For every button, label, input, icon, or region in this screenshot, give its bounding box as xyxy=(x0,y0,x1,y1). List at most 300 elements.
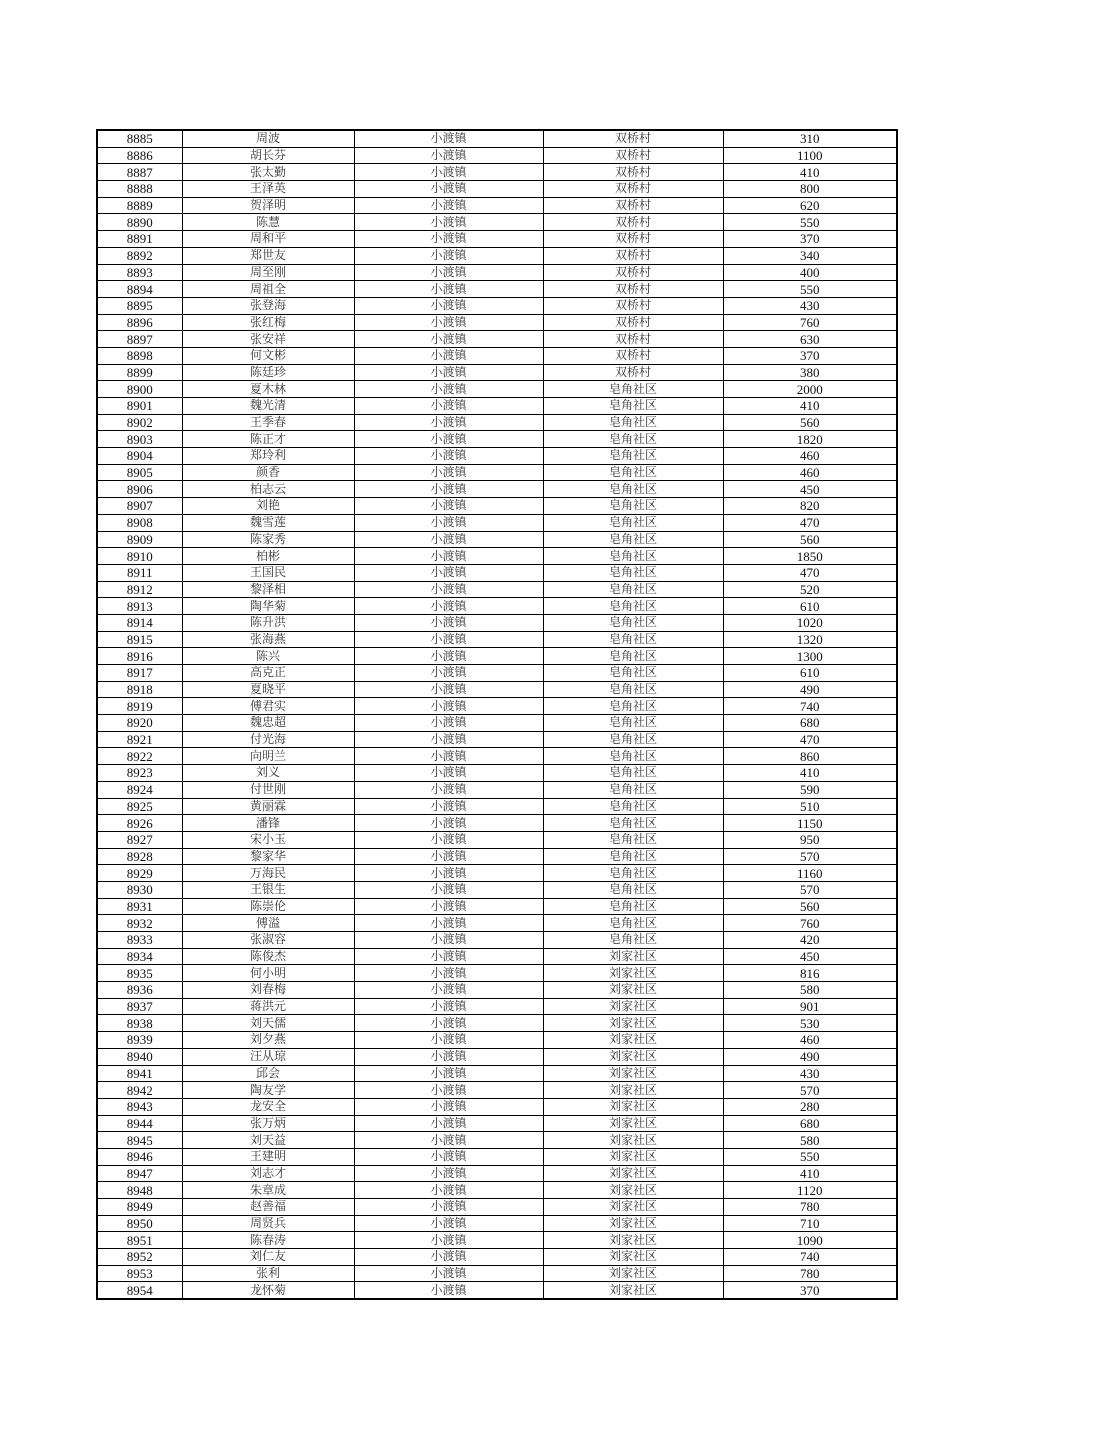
cell-village: 双桥村 xyxy=(543,197,723,214)
cell-town: 小渡镇 xyxy=(354,1282,543,1299)
cell-amount: 620 xyxy=(723,197,897,214)
cell-name: 刘仁友 xyxy=(182,1249,354,1266)
cell-town: 小渡镇 xyxy=(354,798,543,815)
cell-id: 8942 xyxy=(97,1082,182,1099)
table-row xyxy=(97,431,897,448)
cell-id: 8939 xyxy=(97,1032,182,1049)
table-body xyxy=(97,130,897,1299)
cell-amount: 310 xyxy=(723,130,897,147)
cell-amount: 530 xyxy=(723,1015,897,1032)
cell-amount: 760 xyxy=(723,314,897,331)
cell-id: 8917 xyxy=(97,665,182,682)
cell-name: 王季春 xyxy=(182,414,354,431)
cell-name: 陶华菊 xyxy=(182,598,354,615)
cell-name: 陈崇伦 xyxy=(182,898,354,915)
cell-name: 刘义 xyxy=(182,765,354,782)
cell-village: 皂角社区 xyxy=(543,748,723,765)
cell-village: 皂角社区 xyxy=(543,798,723,815)
cell-village: 双桥村 xyxy=(543,281,723,298)
cell-id: 8908 xyxy=(97,514,182,531)
table-row xyxy=(97,1082,897,1099)
cell-name: 付世刚 xyxy=(182,781,354,798)
cell-town: 小渡镇 xyxy=(354,381,543,398)
table-row xyxy=(97,681,897,698)
cell-village: 刘家社区 xyxy=(543,1098,723,1115)
table-row xyxy=(97,247,897,264)
cell-amount: 780 xyxy=(723,1265,897,1282)
cell-village: 皂角社区 xyxy=(543,881,723,898)
cell-town: 小渡镇 xyxy=(354,1082,543,1099)
cell-id: 8933 xyxy=(97,932,182,949)
cell-id: 8907 xyxy=(97,498,182,515)
cell-amount: 570 xyxy=(723,881,897,898)
cell-amount: 1300 xyxy=(723,648,897,665)
cell-id: 8897 xyxy=(97,331,182,348)
data-table xyxy=(96,129,898,1300)
cell-id: 8906 xyxy=(97,481,182,498)
cell-amount: 400 xyxy=(723,264,897,281)
table-row xyxy=(97,414,897,431)
cell-village: 刘家社区 xyxy=(543,965,723,982)
cell-amount: 760 xyxy=(723,915,897,932)
cell-village: 刘家社区 xyxy=(543,1148,723,1165)
cell-id: 8898 xyxy=(97,347,182,364)
cell-id: 8928 xyxy=(97,848,182,865)
cell-amount: 816 xyxy=(723,965,897,982)
cell-village: 皂角社区 xyxy=(543,481,723,498)
cell-amount: 560 xyxy=(723,414,897,431)
cell-name: 胡长芬 xyxy=(182,147,354,164)
table-row xyxy=(97,648,897,665)
cell-town: 小渡镇 xyxy=(354,932,543,949)
cell-name: 陈兴 xyxy=(182,648,354,665)
cell-amount: 1020 xyxy=(723,614,897,631)
cell-town: 小渡镇 xyxy=(354,514,543,531)
cell-village: 双桥村 xyxy=(543,247,723,264)
cell-id: 8923 xyxy=(97,765,182,782)
cell-amount: 370 xyxy=(723,1282,897,1299)
cell-village: 双桥村 xyxy=(543,297,723,314)
cell-name: 颜香 xyxy=(182,464,354,481)
cell-town: 小渡镇 xyxy=(354,398,543,415)
cell-name: 宋小玉 xyxy=(182,831,354,848)
cell-town: 小渡镇 xyxy=(354,164,543,181)
cell-town: 小渡镇 xyxy=(354,414,543,431)
table-row xyxy=(97,464,897,481)
cell-name: 郑玲利 xyxy=(182,448,354,465)
cell-village: 皂角社区 xyxy=(543,765,723,782)
cell-name: 龙安全 xyxy=(182,1098,354,1115)
cell-town: 小渡镇 xyxy=(354,1215,543,1232)
cell-amount: 740 xyxy=(723,1249,897,1266)
table-row xyxy=(97,381,897,398)
cell-town: 小渡镇 xyxy=(354,865,543,882)
cell-id: 8930 xyxy=(97,881,182,898)
cell-name: 傅溢 xyxy=(182,915,354,932)
cell-id: 8890 xyxy=(97,214,182,231)
cell-village: 刘家社区 xyxy=(543,1232,723,1249)
cell-id: 8936 xyxy=(97,982,182,999)
cell-village: 刘家社区 xyxy=(543,1265,723,1282)
cell-amount: 490 xyxy=(723,681,897,698)
cell-village: 双桥村 xyxy=(543,181,723,198)
cell-town: 小渡镇 xyxy=(354,831,543,848)
cell-village: 双桥村 xyxy=(543,231,723,248)
cell-id: 8914 xyxy=(97,614,182,631)
cell-amount: 580 xyxy=(723,1132,897,1149)
cell-amount: 610 xyxy=(723,598,897,615)
table-row xyxy=(97,398,897,415)
cell-village: 皂角社区 xyxy=(543,564,723,581)
cell-village: 皂角社区 xyxy=(543,631,723,648)
table-row xyxy=(97,631,897,648)
table-row xyxy=(97,1215,897,1232)
cell-town: 小渡镇 xyxy=(354,197,543,214)
cell-town: 小渡镇 xyxy=(354,548,543,565)
cell-amount: 380 xyxy=(723,364,897,381)
cell-amount: 410 xyxy=(723,765,897,782)
table-row xyxy=(97,448,897,465)
cell-village: 皂角社区 xyxy=(543,448,723,465)
cell-town: 小渡镇 xyxy=(354,1048,543,1065)
table-row xyxy=(97,498,897,515)
table-row xyxy=(97,531,897,548)
table-row xyxy=(97,831,897,848)
table-row xyxy=(97,898,897,915)
cell-town: 小渡镇 xyxy=(354,498,543,515)
table-row xyxy=(97,147,897,164)
cell-name: 邱会 xyxy=(182,1065,354,1082)
cell-name: 潘锋 xyxy=(182,815,354,832)
cell-id: 8918 xyxy=(97,681,182,698)
table-row xyxy=(97,581,897,598)
cell-amount: 780 xyxy=(723,1199,897,1216)
table-row xyxy=(97,614,897,631)
cell-name: 陈正才 xyxy=(182,431,354,448)
cell-amount: 800 xyxy=(723,181,897,198)
cell-town: 小渡镇 xyxy=(354,247,543,264)
table-row xyxy=(97,1232,897,1249)
cell-town: 小渡镇 xyxy=(354,431,543,448)
cell-id: 8954 xyxy=(97,1282,182,1299)
table-row xyxy=(97,982,897,999)
cell-name: 万海民 xyxy=(182,865,354,882)
cell-village: 皂角社区 xyxy=(543,932,723,949)
cell-amount: 860 xyxy=(723,748,897,765)
table-row xyxy=(97,347,897,364)
table-row xyxy=(97,164,897,181)
cell-name: 张登海 xyxy=(182,297,354,314)
cell-name: 夏木林 xyxy=(182,381,354,398)
cell-village: 刘家社区 xyxy=(543,1115,723,1132)
table-row xyxy=(97,815,897,832)
cell-id: 8904 xyxy=(97,448,182,465)
cell-village: 双桥村 xyxy=(543,314,723,331)
cell-id: 8888 xyxy=(97,181,182,198)
cell-town: 小渡镇 xyxy=(354,781,543,798)
cell-town: 小渡镇 xyxy=(354,564,543,581)
cell-town: 小渡镇 xyxy=(354,314,543,331)
cell-village: 皂角社区 xyxy=(543,514,723,531)
cell-amount: 610 xyxy=(723,665,897,682)
cell-town: 小渡镇 xyxy=(354,631,543,648)
cell-id: 8889 xyxy=(97,197,182,214)
cell-id: 8922 xyxy=(97,748,182,765)
cell-amount: 490 xyxy=(723,1048,897,1065)
cell-name: 龙怀菊 xyxy=(182,1282,354,1299)
cell-village: 皂角社区 xyxy=(543,581,723,598)
cell-id: 8900 xyxy=(97,381,182,398)
cell-amount: 1120 xyxy=(723,1182,897,1199)
cell-amount: 1100 xyxy=(723,147,897,164)
cell-amount: 370 xyxy=(723,231,897,248)
cell-amount: 410 xyxy=(723,398,897,415)
table-row xyxy=(97,1048,897,1065)
cell-id: 8912 xyxy=(97,581,182,598)
cell-town: 小渡镇 xyxy=(354,998,543,1015)
table-row xyxy=(97,364,897,381)
cell-village: 皂角社区 xyxy=(543,698,723,715)
cell-id: 8921 xyxy=(97,731,182,748)
cell-town: 小渡镇 xyxy=(354,481,543,498)
cell-town: 小渡镇 xyxy=(354,181,543,198)
cell-village: 皂角社区 xyxy=(543,614,723,631)
cell-id: 8892 xyxy=(97,247,182,264)
cell-id: 8953 xyxy=(97,1265,182,1282)
cell-name: 黎家华 xyxy=(182,848,354,865)
cell-name: 黎泽相 xyxy=(182,581,354,598)
cell-name: 高克正 xyxy=(182,665,354,682)
table-row xyxy=(97,765,897,782)
cell-amount: 2000 xyxy=(723,381,897,398)
cell-amount: 550 xyxy=(723,214,897,231)
cell-name: 王建明 xyxy=(182,1148,354,1165)
cell-town: 小渡镇 xyxy=(354,1132,543,1149)
cell-town: 小渡镇 xyxy=(354,1015,543,1032)
cell-town: 小渡镇 xyxy=(354,815,543,832)
cell-amount: 1160 xyxy=(723,865,897,882)
cell-name: 陈俊杰 xyxy=(182,948,354,965)
cell-village: 皂角社区 xyxy=(543,848,723,865)
cell-amount: 470 xyxy=(723,731,897,748)
table-row xyxy=(97,748,897,765)
cell-amount: 470 xyxy=(723,514,897,531)
cell-village: 刘家社区 xyxy=(543,1215,723,1232)
cell-id: 8952 xyxy=(97,1249,182,1266)
table-row xyxy=(97,548,897,565)
cell-town: 小渡镇 xyxy=(354,531,543,548)
cell-village: 双桥村 xyxy=(543,214,723,231)
cell-id: 8902 xyxy=(97,414,182,431)
cell-town: 小渡镇 xyxy=(354,681,543,698)
cell-amount: 370 xyxy=(723,347,897,364)
table-row xyxy=(97,1265,897,1282)
cell-name: 张安祥 xyxy=(182,331,354,348)
cell-name: 魏忠超 xyxy=(182,715,354,732)
table-row xyxy=(97,314,897,331)
cell-village: 刘家社区 xyxy=(543,998,723,1015)
cell-town: 小渡镇 xyxy=(354,881,543,898)
cell-name: 何文彬 xyxy=(182,347,354,364)
table-row xyxy=(97,564,897,581)
table-row xyxy=(97,1065,897,1082)
cell-name: 张太勤 xyxy=(182,164,354,181)
cell-id: 8945 xyxy=(97,1132,182,1149)
table-row xyxy=(97,1098,897,1115)
cell-id: 8940 xyxy=(97,1048,182,1065)
cell-village: 刘家社区 xyxy=(543,1182,723,1199)
cell-name: 郑世友 xyxy=(182,247,354,264)
table-row xyxy=(97,915,897,932)
cell-village: 皂角社区 xyxy=(543,648,723,665)
cell-town: 小渡镇 xyxy=(354,1032,543,1049)
cell-amount: 630 xyxy=(723,331,897,348)
cell-village: 皂角社区 xyxy=(543,548,723,565)
table-row xyxy=(97,331,897,348)
cell-amount: 560 xyxy=(723,531,897,548)
cell-town: 小渡镇 xyxy=(354,898,543,915)
cell-amount: 570 xyxy=(723,848,897,865)
cell-town: 小渡镇 xyxy=(354,448,543,465)
cell-id: 8924 xyxy=(97,781,182,798)
cell-id: 8949 xyxy=(97,1199,182,1216)
cell-amount: 450 xyxy=(723,481,897,498)
cell-town: 小渡镇 xyxy=(354,1148,543,1165)
cell-name: 刘志才 xyxy=(182,1165,354,1182)
cell-amount: 550 xyxy=(723,281,897,298)
cell-id: 8944 xyxy=(97,1115,182,1132)
cell-name: 何小明 xyxy=(182,965,354,982)
cell-village: 刘家社区 xyxy=(543,1048,723,1065)
cell-town: 小渡镇 xyxy=(354,581,543,598)
table-row xyxy=(97,1249,897,1266)
cell-amount: 590 xyxy=(723,781,897,798)
cell-amount: 680 xyxy=(723,715,897,732)
cell-town: 小渡镇 xyxy=(354,915,543,932)
cell-village: 双桥村 xyxy=(543,347,723,364)
cell-village: 双桥村 xyxy=(543,264,723,281)
table-row xyxy=(97,932,897,949)
table-row xyxy=(97,1015,897,1032)
table-row xyxy=(97,1032,897,1049)
table-row xyxy=(97,965,897,982)
cell-name: 蒋洪元 xyxy=(182,998,354,1015)
cell-name: 赵善福 xyxy=(182,1199,354,1216)
cell-id: 8909 xyxy=(97,531,182,548)
cell-town: 小渡镇 xyxy=(354,231,543,248)
cell-name: 刘天儒 xyxy=(182,1015,354,1032)
cell-name: 陈春涛 xyxy=(182,1232,354,1249)
table-row xyxy=(97,1282,897,1299)
cell-name: 贺泽明 xyxy=(182,197,354,214)
cell-amount: 570 xyxy=(723,1082,897,1099)
table-row xyxy=(97,514,897,531)
cell-name: 王国民 xyxy=(182,564,354,581)
cell-id: 8893 xyxy=(97,264,182,281)
table-row xyxy=(97,598,897,615)
cell-town: 小渡镇 xyxy=(354,1182,543,1199)
cell-id: 8899 xyxy=(97,364,182,381)
table-row xyxy=(97,948,897,965)
cell-village: 皂角社区 xyxy=(543,414,723,431)
cell-town: 小渡镇 xyxy=(354,848,543,865)
cell-amount: 460 xyxy=(723,1032,897,1049)
cell-id: 8938 xyxy=(97,1015,182,1032)
cell-id: 8887 xyxy=(97,164,182,181)
cell-village: 刘家社区 xyxy=(543,1015,723,1032)
cell-id: 8934 xyxy=(97,948,182,965)
cell-village: 刘家社区 xyxy=(543,1165,723,1182)
cell-name: 周至刚 xyxy=(182,264,354,281)
cell-id: 8894 xyxy=(97,281,182,298)
cell-id: 8929 xyxy=(97,865,182,882)
cell-town: 小渡镇 xyxy=(354,1265,543,1282)
cell-village: 双桥村 xyxy=(543,164,723,181)
cell-name: 王泽英 xyxy=(182,181,354,198)
cell-name: 朱章成 xyxy=(182,1182,354,1199)
cell-village: 皂角社区 xyxy=(543,731,723,748)
cell-id: 8891 xyxy=(97,231,182,248)
cell-village: 皂角社区 xyxy=(543,781,723,798)
table-row xyxy=(97,1165,897,1182)
cell-name: 周贤兵 xyxy=(182,1215,354,1232)
cell-town: 小渡镇 xyxy=(354,331,543,348)
cell-id: 8886 xyxy=(97,147,182,164)
cell-name: 陈升洪 xyxy=(182,614,354,631)
cell-id: 8950 xyxy=(97,1215,182,1232)
cell-amount: 1820 xyxy=(723,431,897,448)
cell-town: 小渡镇 xyxy=(354,264,543,281)
cell-village: 刘家社区 xyxy=(543,1132,723,1149)
cell-id: 8903 xyxy=(97,431,182,448)
cell-town: 小渡镇 xyxy=(354,1098,543,1115)
table-row xyxy=(97,1148,897,1165)
cell-amount: 340 xyxy=(723,247,897,264)
table-row xyxy=(97,848,897,865)
cell-town: 小渡镇 xyxy=(354,214,543,231)
table-row xyxy=(97,281,897,298)
cell-id: 8910 xyxy=(97,548,182,565)
cell-amount: 510 xyxy=(723,798,897,815)
cell-village: 皂角社区 xyxy=(543,865,723,882)
cell-village: 皂角社区 xyxy=(543,915,723,932)
cell-village: 皂角社区 xyxy=(543,531,723,548)
cell-amount: 410 xyxy=(723,1165,897,1182)
cell-id: 8896 xyxy=(97,314,182,331)
cell-amount: 430 xyxy=(723,297,897,314)
cell-name: 夏晓平 xyxy=(182,681,354,698)
cell-village: 皂角社区 xyxy=(543,598,723,615)
cell-town: 小渡镇 xyxy=(354,982,543,999)
cell-amount: 1090 xyxy=(723,1232,897,1249)
cell-id: 8885 xyxy=(97,130,182,147)
cell-village: 刘家社区 xyxy=(543,948,723,965)
cell-village: 皂角社区 xyxy=(543,715,723,732)
cell-name: 柏彬 xyxy=(182,548,354,565)
cell-id: 8916 xyxy=(97,648,182,665)
cell-town: 小渡镇 xyxy=(354,1199,543,1216)
cell-name: 陈慧 xyxy=(182,214,354,231)
cell-village: 双桥村 xyxy=(543,147,723,164)
cell-name: 周和平 xyxy=(182,231,354,248)
cell-town: 小渡镇 xyxy=(354,297,543,314)
cell-name: 周祖全 xyxy=(182,281,354,298)
cell-amount: 1150 xyxy=(723,815,897,832)
cell-id: 8947 xyxy=(97,1165,182,1182)
table-row xyxy=(97,181,897,198)
cell-village: 刘家社区 xyxy=(543,1082,723,1099)
cell-amount: 460 xyxy=(723,464,897,481)
